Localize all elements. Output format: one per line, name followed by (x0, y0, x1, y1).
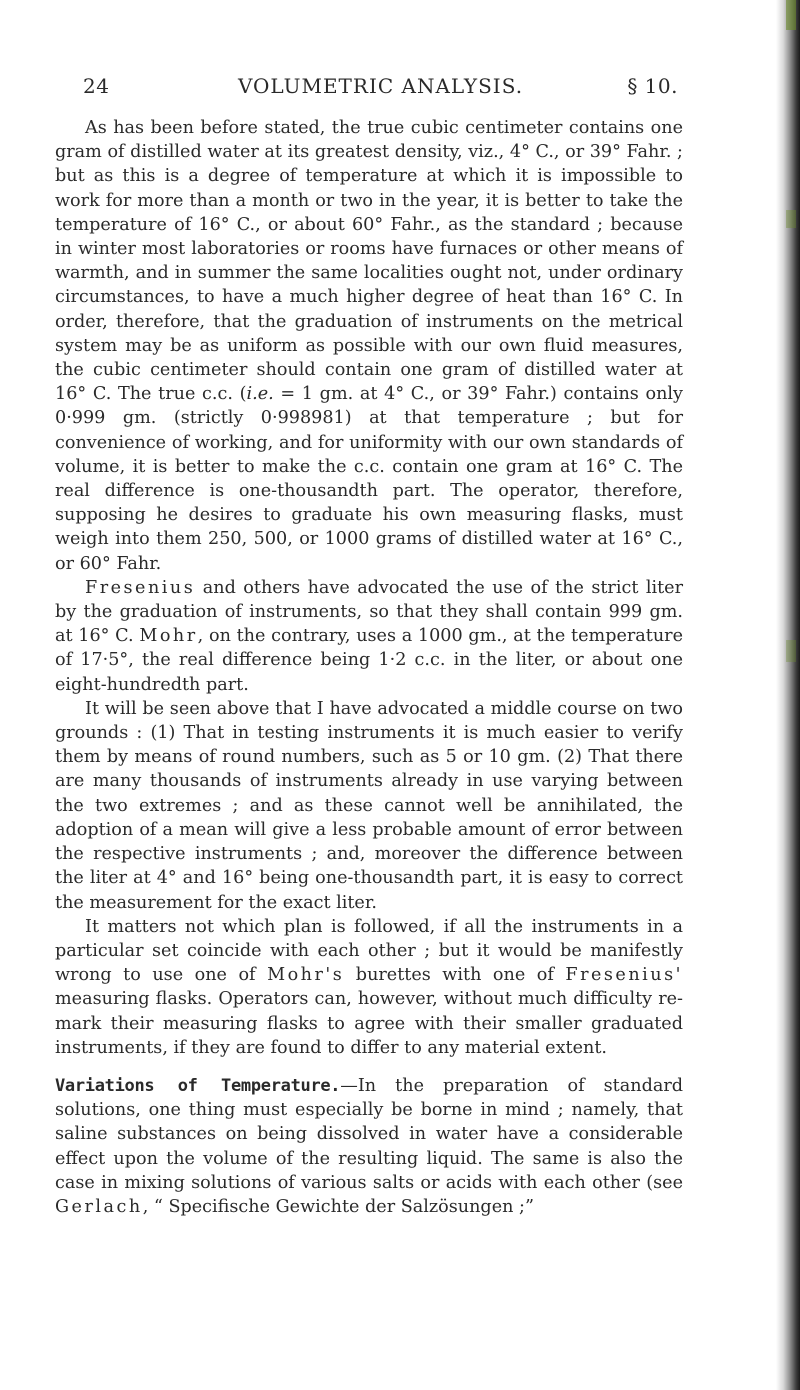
text-segment: It matters not which plan is followed, if all the instruments in a particular set coincide with each other ; but it would be manifestly wrong to use one of (55, 916, 683, 986)
page-edge-shadow (776, 0, 800, 1390)
text-segment: As has been before stated, the true cubic centimeter contains one gram of distilled water at its greatest density, viz., 4° C., or 39° Fahr. ; but as this is a degree of temperature at which it is impossible to work for more than a month or two in the year, it is better to take the temperature of 16° C., or about 60° Fahr., as the standard ; because in winter most laboratories or rooms have furnaces or other means of warmth, and in summer the same localities ought not, under ordinary circumstances, to have a much higher degree of heat than 16° C. In order, therefore, that the graduation of instruments on the metrical system may be as uniform as possible with our own fluid measures, the cubic centimeter should contain one gram of distilled water at 16° C. The true c.c. ( (55, 118, 683, 405)
running-title: VOLUMETRIC ANALYSIS. (237, 74, 524, 98)
author-name: Fresenius (85, 577, 196, 598)
page-number: 24 (83, 74, 110, 98)
author-name: Mohr's (267, 965, 345, 986)
paragraph-fresenius-mohr (55, 576, 683, 697)
text-segment: and others have advocated the use of the strict liter by the graduation of instruments, so that they shall contain 999 gm. at 16° C. (55, 577, 683, 647)
running-header (83, 74, 678, 108)
paragraph-coincide (55, 915, 683, 1060)
paragraph-middle-course (55, 697, 683, 915)
page-edge-stain (786, 640, 796, 662)
text-segment: measuring flasks. Operators can, however, without much difficulty re-mark their measuring flasks to agree with their smaller graduated instruments, if they are found to differ to any material extent. (55, 989, 683, 1058)
text-segment: It will be seen above that I have advocated a middle course on two grounds : (1) That in testing instruments it is much easier to verify them by means of round numbers, such as 5 or 10 gm. (2) That there are many thousands of instruments already in use varying between the two extremes ; and as these cannot well be annihilated, the adoption of a mean will give a less probable amount of error between the respective instruments ; and, moreover the difference between the liter at 4° and 16° being one-thousandth part, it is easy to correct the measurement for the exact liter. (55, 698, 683, 913)
text-segment: , “ Specifische Gewichte der Salzösungen ;” (142, 1196, 534, 1217)
run-in-heading: Variations of Temperature. (55, 1075, 341, 1096)
abbreviation-ie: i.e. (246, 384, 274, 405)
text-segment: , on the contrary, uses a 1000 gm., at the temperature of 17·5°, the real difference being 1·2 c.c. in the liter, or about one eight-hundredth part. (55, 626, 683, 695)
page-edge-stain (786, 0, 796, 30)
author-name: Gerlach (55, 1196, 143, 1217)
page-edge-stain (786, 210, 796, 228)
text-segment: —In the preparation of standard solutions, one thing must especially be borne in mind ; namely, that saline substances on being dissolved in water have a considerable effect upon the volume of the resulting liquid. The same is also the case in mixing solutions of various salts or acids with each other (see (55, 1075, 683, 1193)
text-segment: burettes with one of (344, 965, 566, 986)
author-name: Fresenius' (565, 965, 683, 986)
section-number: § 10. (627, 74, 678, 98)
paragraph-standard-temperature (55, 116, 683, 576)
author-name: Mohr (139, 626, 198, 647)
body-text (55, 116, 683, 1219)
text-segment: = 1 gm. at 4° C., or 39° Fahr.) contains only 0·999 gm. (strictly 0·998981) at that temperature ; but for convenience of working, and for uniformity with our own standards of volume, it is better to make the c.c. contain one gram at 16° C. The real difference is one-thousandth part. The operator, therefore, supposing he desires to graduate his own measuring flasks, must weigh into them 250, 500, or 1000 grams of distilled water at 16° C., or 60° Fahr. (55, 384, 683, 574)
paragraph-variations-temperature (55, 1074, 683, 1219)
